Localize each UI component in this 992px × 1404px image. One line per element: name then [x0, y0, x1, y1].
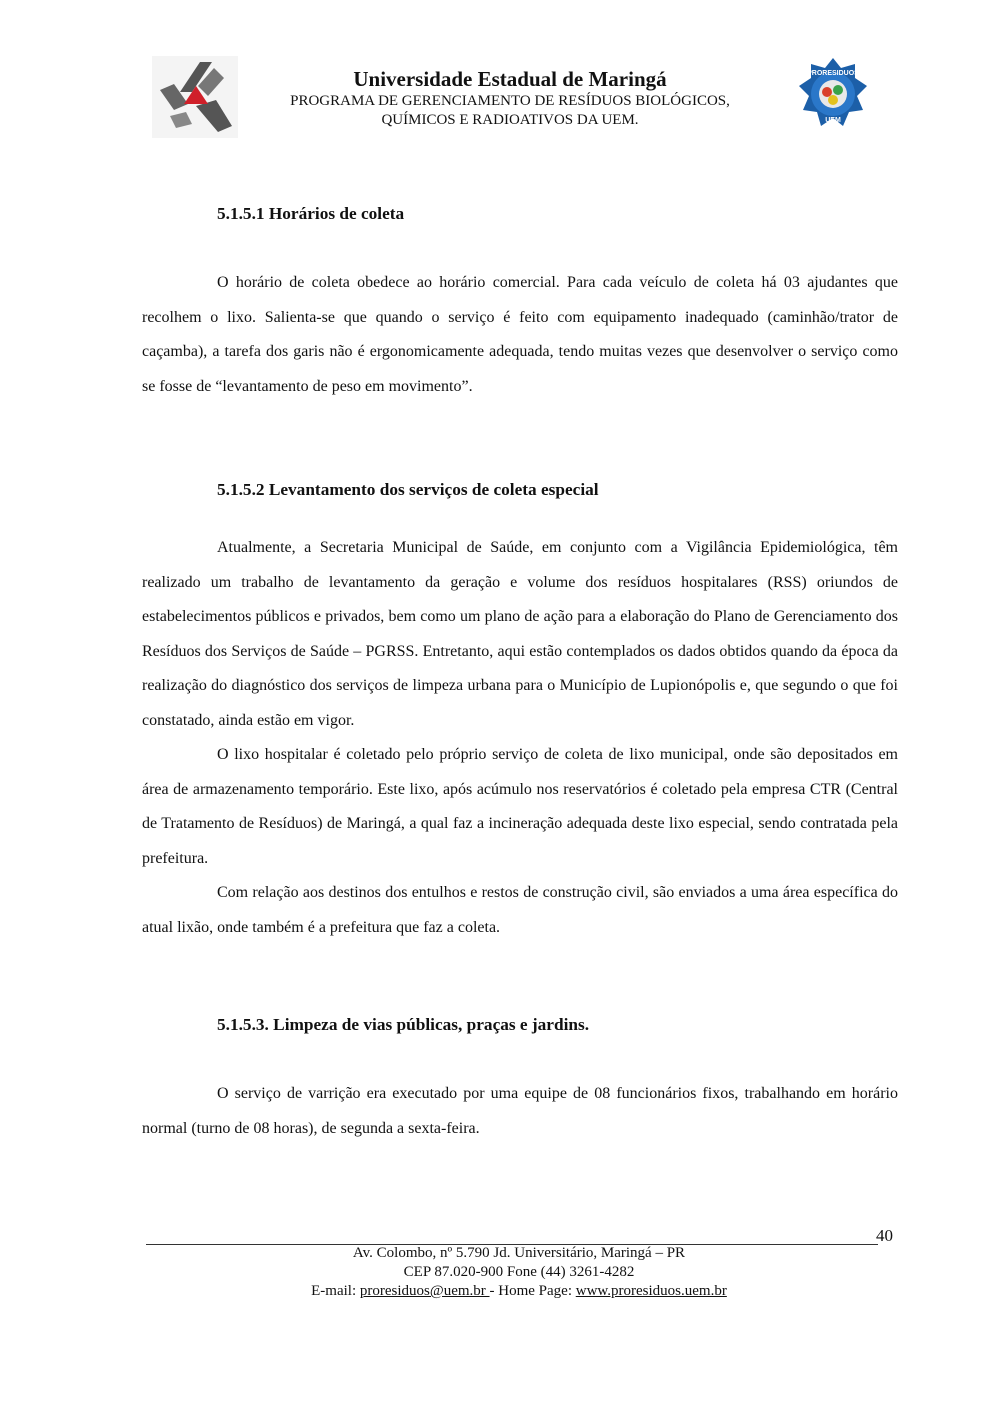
- homepage-link[interactable]: www.proresiduos.uem.br: [575, 1283, 727, 1299]
- program-subtitle-line1: PROGRAMA DE GERENCIAMENTO DE RESÍDUOS BIOLÓGICOS,: [290, 93, 730, 109]
- page-number: 40: [876, 1226, 893, 1245]
- paragraph: Atualmente, a Secretaria Municipal de Saúde, em conjunto com a Vigilância Epidemiológica, têm realizado um trabalho de levantamento da geração e volume dos resíduos hospitalares (RSS) oriundos de estabelecimentos públicos e privados, bem como um plano de ação para a elaboração do Plano de Gerenciamento dos Resíduos dos Serviços de Saúde – PGRSS. Entretanto, aqui estão contemplados os dados obtidos quando da época da realização do diagnóstico dos serviços de limpeza urbana para o Município de Lupionópolis e, que segundo o que foi constatado, ainda estão em vigor.: [142, 539, 898, 729]
- section-limpeza: [142, 1011, 898, 1039]
- program-subtitle-line2: QUÍMICOS E RADIOATIVOS DA UEM.: [381, 112, 639, 128]
- paragraph: O serviço de varrição era executado por uma equipe de 08 funcionários fixos, trabalhando em horário normal (turno de 08 horas), de segunda a sexta-feira.: [142, 1085, 898, 1137]
- paragraph: O lixo hospitalar é coletado pelo próprio serviço de coleta de lixo municipal, onde são depositados em área de armazenamento temporário. Este lixo, após acúmulo nos reservatórios é coletado pela empresa CTR (Central de Tratamento de Resíduos) de Maringá, a qual faz a incineração adequada deste lixo especial, sendo contratada pela prefeitura.: [142, 746, 898, 867]
- paragraph: Com relação aos destinos dos entulhos e restos de construção civil, são enviados a uma área específica do atual lixão, onde também é a prefeitura que faz a coleta.: [142, 884, 898, 936]
- footer-address: Av. Colombo, nº 5.790 Jd. Universitário, Maringá – PR: [352, 1245, 686, 1261]
- document-footer: [146, 1244, 892, 1301]
- logo-text-bottom: UEM: [825, 117, 841, 124]
- logo-text-top: PRORESIDUOS: [807, 70, 859, 77]
- email-label: E-mail:: [311, 1283, 360, 1299]
- section-horarios-body: [142, 266, 898, 404]
- section-heading: 5.1.5.2 Levantamento dos serviços de coleta especial: [217, 480, 599, 499]
- section-horarios: [142, 200, 898, 228]
- section-heading: 5.1.5.1 Horários de coleta: [217, 204, 405, 223]
- email-link[interactable]: proresiduos@uem.br: [359, 1283, 490, 1299]
- section-coleta-especial-body: [142, 531, 898, 945]
- proresiduos-logo-icon: [797, 56, 869, 130]
- university-title: Universidade Estadual de Maringá: [353, 67, 667, 91]
- document-header: [250, 66, 770, 130]
- section-coleta-especial: [142, 476, 898, 504]
- uem-logo-icon: [152, 56, 238, 138]
- homepage-label: - Home Page:: [489, 1283, 576, 1299]
- footer-contact: [146, 1282, 892, 1301]
- footer-cep-phone: CEP 87.020-900 Fone (44) 3261-4282: [403, 1264, 635, 1280]
- paragraph: O horário de coleta obedece ao horário comercial. Para cada veículo de coleta há 03 ajudantes que recolhem o lixo. Salienta-se que quando o serviço é feito com equipamento inadequado (caminhão/trator de caçamba), a tarefa dos garis não é ergonomicamente adequada, tendo muitas vezes que desenvolver o serviço como se fosse de “levantamento de peso em movimento”.: [142, 274, 898, 395]
- section-limpeza-body: [142, 1077, 898, 1146]
- section-heading: 5.1.5.3. Limpeza de vias públicas, praças e jardins.: [217, 1015, 590, 1034]
